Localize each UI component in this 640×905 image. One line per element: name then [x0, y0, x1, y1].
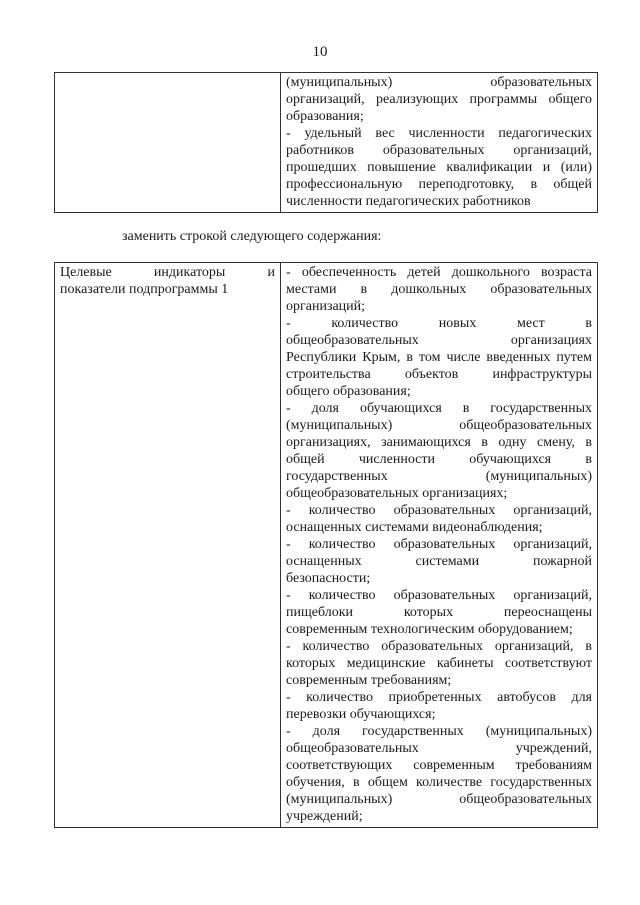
text-line: - обеспеченность детей дошкольного возраста — [286, 265, 592, 280]
text-line: - количество образовательных организаций, в — [286, 639, 592, 654]
text-line: численности педагогических работников — [286, 194, 531, 209]
text-line: общеобразовательных организациях; — [286, 486, 508, 501]
text-line: безопасности; — [286, 571, 371, 586]
text-line: - доля обучающихся в государственных — [286, 401, 592, 416]
new-row-table — [54, 262, 598, 828]
label-line: показатели подпрограммы 1 — [60, 282, 229, 297]
text-line: - доля государственных (муниципальных) — [286, 724, 592, 739]
text-line: обучения, в общем количестве государственных — [286, 775, 592, 790]
text-line: (муниципальных) общеобразовательных — [286, 418, 592, 433]
text-line: - удельный вес численности педагогических — [286, 126, 592, 141]
text-line: общего образования; — [286, 384, 411, 399]
text-line: Республики Крым, в том числе введенных путем — [286, 350, 592, 365]
text-line: которых медицинские кабинеты соответствуют — [286, 656, 592, 671]
text-line: государственных (муниципальных) — [286, 469, 592, 484]
label-line: Целевые индикаторы и — [60, 265, 275, 280]
right-cell-text — [281, 73, 598, 213]
text-line: (муниципальных) общеобразовательных — [286, 792, 592, 807]
text-line: перевозки обучающихся; — [286, 707, 436, 722]
text-line: организациях, занимающихся в одну смену, в — [286, 435, 592, 450]
text-line: оснащенных системами пожарной — [286, 554, 592, 569]
text-line: - количество приобретенных автобусов для — [286, 690, 592, 705]
text-line: (муниципальных) образовательных — [286, 75, 592, 90]
text-line: - количество образовательных организаций, — [286, 503, 592, 518]
text-line: пищеблоки которых переоснащены — [286, 605, 592, 620]
text-line: современным требованиям; — [286, 673, 452, 688]
text-line: - количество новых мест в — [286, 316, 592, 331]
text-line: общеобразовательных организациях — [286, 333, 592, 348]
page-number: 10 — [312, 44, 328, 60]
indicators-label-cell — [55, 263, 281, 828]
replace-instruction: заменить строкой следующего содержания: — [122, 229, 382, 244]
text-line: образования; — [286, 109, 364, 124]
text-line: оснащенных системами видеонаблюдения; — [286, 520, 543, 535]
text-line: - количество образовательных организаций, — [286, 537, 592, 552]
text-line: работников образовательных организаций, — [286, 143, 592, 158]
table-row — [55, 263, 598, 828]
text-line: общеобразовательных учреждений, — [286, 741, 592, 756]
text-line: общей численности обучающихся в — [286, 452, 592, 467]
text-line: строительства объектов инфраструктуры — [286, 367, 592, 382]
left-cell-empty — [55, 73, 281, 213]
text-line: соответствующих современным требованиям — [286, 758, 592, 773]
text-line: прошедших повышение квалификации и (или) — [286, 160, 592, 175]
text-line: организаций; — [286, 299, 366, 314]
text-line: - количество образовательных организаций, — [286, 588, 592, 603]
previous-row-table — [54, 72, 598, 213]
text-line: организаций, реализующих программы общего — [286, 92, 592, 107]
text-line: профессиональную переподготовку, в общей — [286, 177, 592, 192]
text-line: местами в дошкольных образовательных — [286, 282, 592, 297]
indicators-list-cell — [281, 263, 598, 828]
table-row — [55, 73, 598, 213]
text-line: современным технологическим оборудованием; — [286, 622, 573, 637]
text-line: учреждений; — [286, 809, 363, 824]
